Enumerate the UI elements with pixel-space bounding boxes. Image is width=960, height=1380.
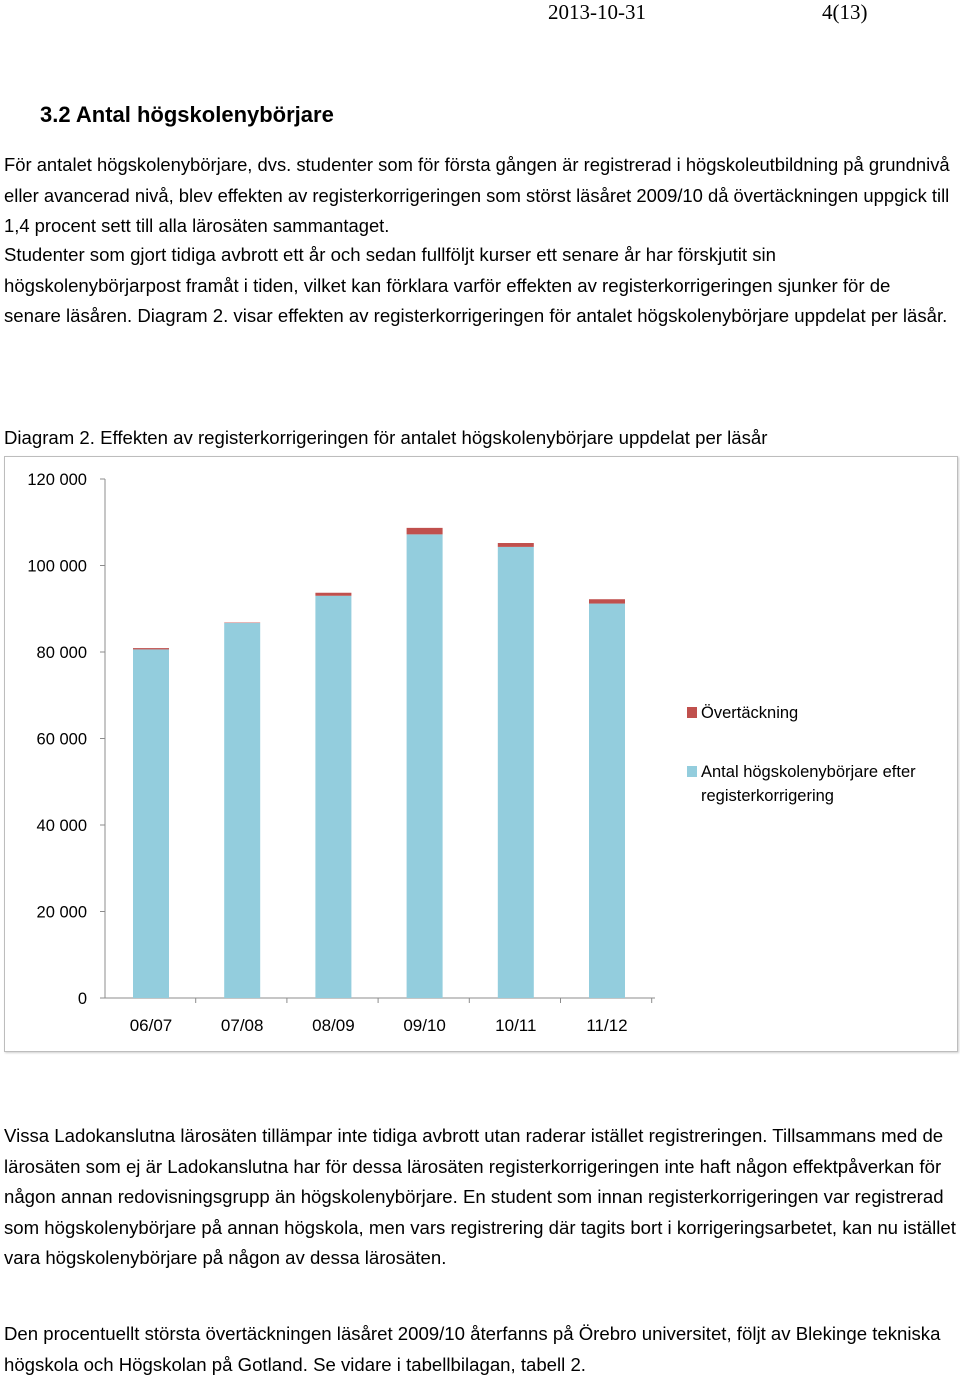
y-tick-label: 100 000 [27, 558, 87, 576]
bar-segment-overcoverage [315, 593, 351, 596]
section-heading: 3.2 Antal högskolenybörjare [40, 102, 334, 128]
x-tick-label: 07/08 [221, 1016, 264, 1035]
y-tick-label: 60 000 [37, 731, 87, 749]
bar-segment-after-correction [224, 623, 260, 998]
x-tick-label: 06/07 [130, 1016, 173, 1035]
legend-label-overcoverage: Övertäckning [701, 704, 798, 722]
bar-segment-after-correction [133, 649, 169, 998]
paragraph-intro: För antalet högskolenybörjare, dvs. studenter som för första gången är registrerad i högskoleutbildning på grundnivå eller avancerad nivå, blev effekten av registerkorrigeringen som störst läsåret 2009/10 då övertäckningen uppgick till 1,4 procent sett till alla lärosäten sammantaget. [4, 150, 952, 242]
header-page-number: 4(13) [822, 0, 868, 25]
bar-segment-after-correction [407, 534, 443, 998]
x-tick-label: 11/12 [586, 1016, 627, 1035]
paragraph-explanation: Studenter som gjort tidiga avbrott ett år och sedan fullföljt kurser ett senare år har förskjutit sin högskolenybörjarpost framåt i tiden, vilket kan förklara varför effekten av registerkorrigeringen sjunker för de senare läsåren. Diagram 2. visar effekten av registerkorrigeringen för antalet högskolenybörjare uppdelat per läsår. [4, 240, 952, 332]
bar-segment-after-correction [589, 604, 625, 998]
paragraph-ladok: Vissa Ladokanslutna lärosäten tillämpar inte tidiga avbrott utan raderar istället registreringen. Tillsammans med de lärosäten som ej är Ladokanslutna har för dessa lärosäten registerkorrigeringen inte haft någon effektpåverkan för någon annan redovisningsgrupp än högskolenybörjare. En student som innan registerkorrigeringen var registrerad som högskolenybörjare på annan högskola, men vars registrering där tagits bort i korrigeringsarbetet, kan nu istället vara högskolenybörjare på någon av dessa lärosäten. [4, 1121, 956, 1274]
bar-segment-overcoverage [498, 543, 534, 547]
legend-swatch-overcoverage [687, 707, 697, 718]
x-tick-label: 10/11 [495, 1016, 536, 1035]
paragraph-orebro: Den procentuellt största övertäckningen läsåret 2009/10 återfanns på Örebro universitet, följt av Blekinge tekniska högskola och Högskolan på Gotland. Se vidare i tabellbilagan, tabell 2. [4, 1319, 956, 1380]
chart-container [4, 456, 958, 1052]
diagram-caption: Diagram 2. Effekten av registerkorrigeringen för antalet högskolenybörjare uppdelat per läsår [4, 425, 944, 451]
bar-segment-overcoverage [407, 528, 443, 534]
header-date: 2013-10-31 [548, 0, 646, 25]
legend-swatch-after-correction [687, 766, 697, 777]
bar-segment-overcoverage [133, 648, 169, 649]
bar-segment-overcoverage [589, 599, 625, 603]
x-tick-label: 08/09 [312, 1016, 355, 1035]
y-tick-label: 0 [78, 990, 87, 1008]
legend-label-after-correction: Antal högskolenybörjare efter registerkorrigering [701, 763, 916, 805]
y-tick-label: 20 000 [37, 904, 87, 922]
y-tick-label: 40 000 [37, 817, 87, 835]
x-tick-label: 09/10 [403, 1016, 446, 1035]
bar-segment-after-correction [498, 547, 534, 998]
bar-chart [5, 457, 957, 1051]
y-tick-label: 120 000 [27, 471, 87, 489]
bar-segment-after-correction [315, 596, 351, 998]
y-tick-label: 80 000 [37, 644, 87, 662]
